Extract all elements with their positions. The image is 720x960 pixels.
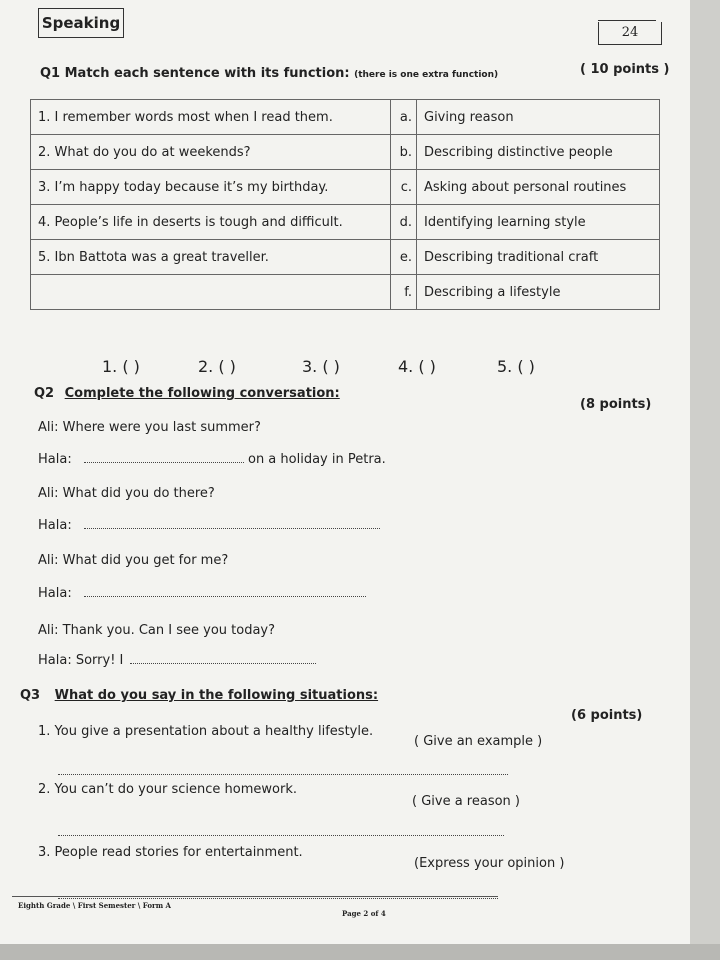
answer-line-2[interactable]: [58, 825, 504, 836]
function-cell: Describing traditional craft: [417, 240, 660, 275]
situation-1-hint: ( Give an example ): [414, 734, 543, 749]
letter-cell: f.: [391, 275, 417, 310]
table-row: [31, 240, 660, 275]
table-row: [31, 170, 660, 205]
q1-heading: [40, 66, 498, 81]
answer-line-1[interactable]: [58, 764, 508, 775]
footer-grade: Eighth Grade \ First Semester \ Form A: [18, 901, 171, 910]
conversation-line-1: [38, 420, 261, 435]
q1-points: ( 10 points ): [580, 62, 670, 77]
answer-blank[interactable]: [84, 452, 244, 463]
line-text: on a holiday in Petra.: [247, 452, 386, 467]
footer-divider: [12, 896, 498, 897]
q3-label: Q3: [20, 688, 41, 703]
line-text: What did you get for me?: [62, 553, 229, 568]
background-bottom: [0, 944, 720, 960]
q1-heading-text: Q1 Match each sentence with its function:: [40, 66, 350, 81]
section-title: Speaking: [38, 8, 124, 38]
q2-points: (8 points): [580, 397, 652, 412]
q2-heading: [34, 386, 340, 401]
score-box: 24: [598, 22, 662, 45]
conversation-line-8: [38, 653, 316, 668]
speaker: Ali:: [38, 553, 59, 568]
letter-cell: c.: [391, 170, 417, 205]
sentence-cell: [31, 275, 391, 310]
q2-label: Q2: [34, 386, 55, 401]
conversation-line-4: [38, 518, 380, 533]
q1-note: (there is one extra function): [354, 70, 499, 80]
conversation-line-2: [38, 452, 386, 467]
answer-slot-1[interactable]: 1. ( ): [102, 357, 140, 376]
line-text: Where were you last summer?: [62, 420, 261, 435]
function-cell: Giving reason: [417, 100, 660, 135]
q3-heading: [20, 688, 378, 703]
table-row: [31, 205, 660, 240]
line-text: Sorry! I: [75, 653, 124, 668]
function-cell: Identifying learning style: [417, 205, 660, 240]
speaker: Hala:: [38, 452, 72, 467]
letter-cell: d.: [391, 205, 417, 240]
q2-heading-text: Complete the following conversation:: [64, 386, 340, 401]
speaker: Ali:: [38, 486, 59, 501]
letter-cell: e.: [391, 240, 417, 275]
conversation-line-6: [38, 586, 366, 601]
line-text: Thank you. Can I see you today?: [62, 623, 276, 638]
line-text: What did you do there?: [62, 486, 215, 501]
score-divider: [598, 20, 656, 21]
sentence-cell: 5. Ibn Battota was a great traveller.: [31, 240, 391, 275]
conversation-line-7: [38, 623, 275, 638]
q3-heading-text: What do you say in the following situations:: [54, 688, 379, 703]
footer-page: Page 2 of 4: [342, 909, 386, 918]
speaker: Hala:: [38, 518, 72, 533]
answer-blank[interactable]: [130, 653, 316, 664]
answer-slot-4[interactable]: 4. ( ): [398, 357, 436, 376]
table-row: [31, 100, 660, 135]
sentence-cell: 3. I’m happy today because it’s my birthday.: [31, 170, 391, 205]
answer-slot-2[interactable]: 2. ( ): [198, 357, 236, 376]
speaker: Hala:: [38, 586, 72, 601]
letter-cell: b.: [391, 135, 417, 170]
answer-slot-5[interactable]: 5. ( ): [497, 357, 535, 376]
situation-2: 2. You can’t do your science homework.: [38, 782, 297, 797]
letter-cell: a.: [391, 100, 417, 135]
table-row: [31, 135, 660, 170]
sentence-cell: 4. People’s life in deserts is tough and difficult.: [31, 205, 391, 240]
q3-points: (6 points): [571, 708, 643, 723]
situation-2-hint: ( Give a reason ): [412, 794, 521, 809]
function-cell: Describing a lifestyle: [417, 275, 660, 310]
function-cell: Asking about personal routines: [417, 170, 660, 205]
background-edge: [690, 0, 720, 960]
sentence-cell: 2. What do you do at weekends?: [31, 135, 391, 170]
function-cell: Describing distinctive people: [417, 135, 660, 170]
conversation-line-3: [38, 486, 215, 501]
speaker: Hala:: [38, 653, 72, 668]
situation-3-hint: (Express your opinion ): [414, 856, 565, 871]
sentence-cell: 1. I remember words most when I read them.: [31, 100, 391, 135]
speaker: Ali:: [38, 420, 59, 435]
matching-table: [30, 99, 660, 310]
table-row: [31, 275, 660, 310]
answer-line-3[interactable]: [58, 888, 498, 899]
conversation-line-5: [38, 553, 228, 568]
speaker: Ali:: [38, 623, 59, 638]
answer-blank[interactable]: [84, 586, 366, 597]
situation-3: 3. People read stories for entertainment.: [38, 845, 303, 860]
answer-slot-3[interactable]: 3. ( ): [302, 357, 340, 376]
situation-1: 1. You give a presentation about a healthy lifestyle.: [38, 724, 374, 739]
answer-blank[interactable]: [84, 518, 380, 529]
